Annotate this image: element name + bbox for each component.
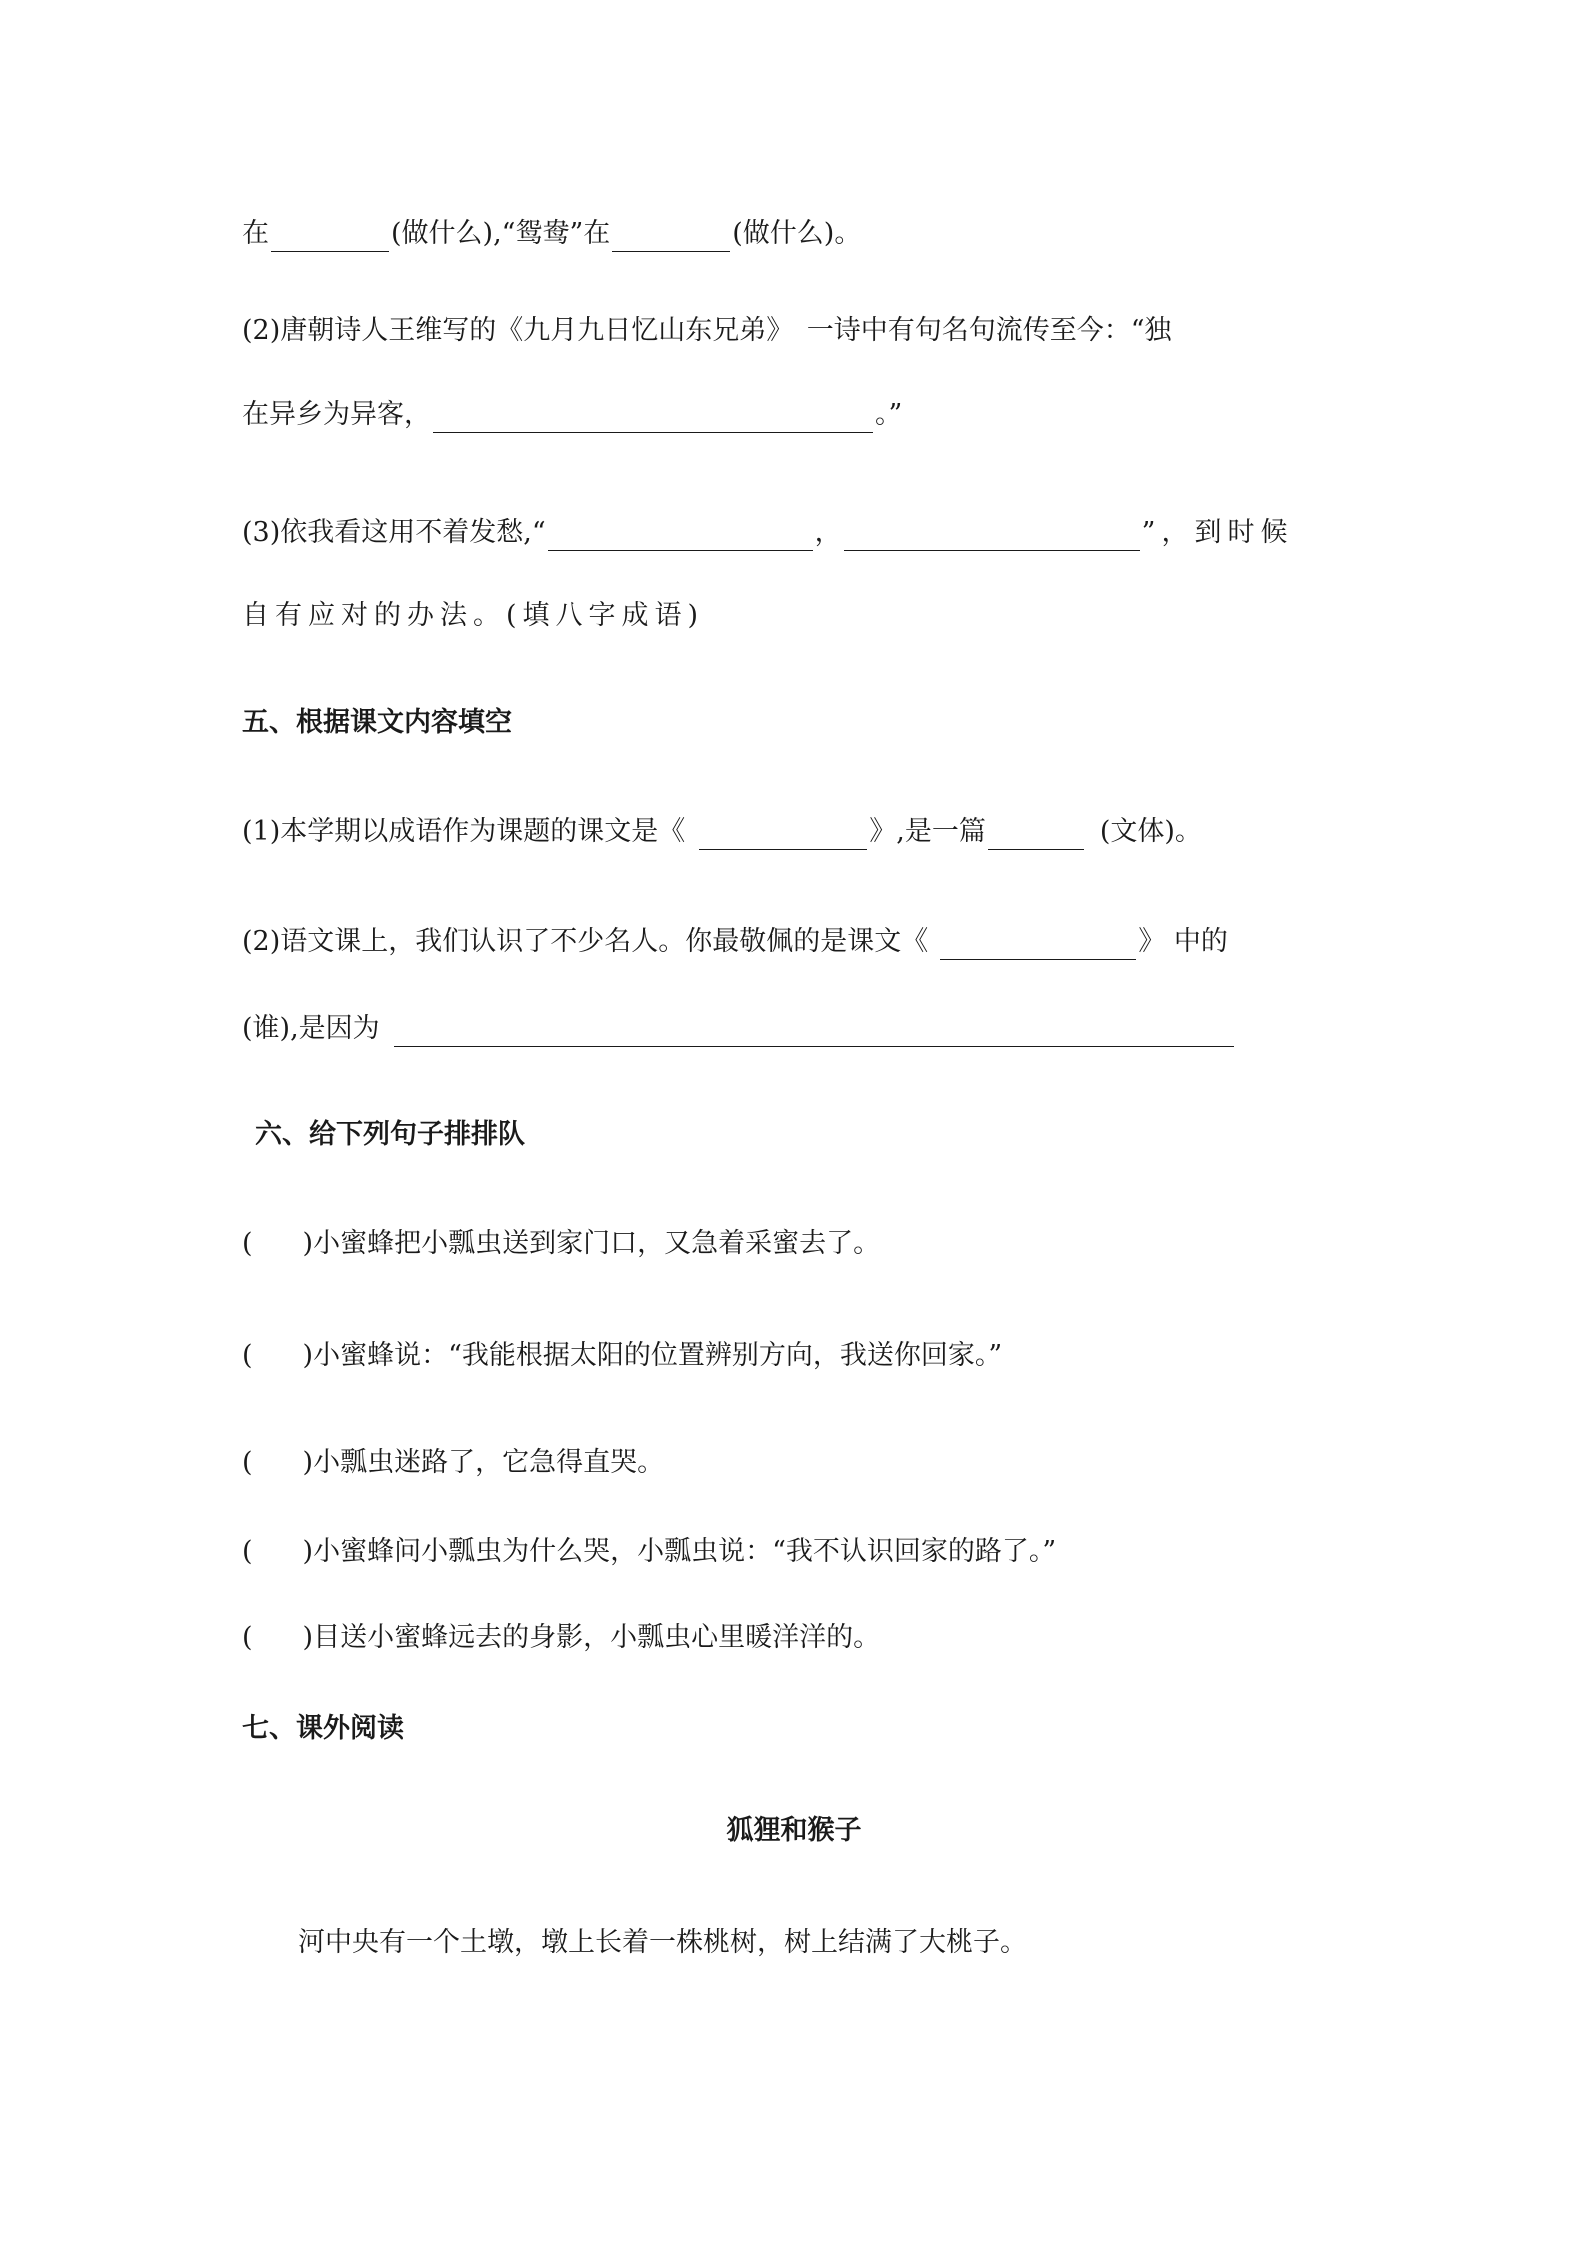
- section-5-heading: 五、根据课文内容填空: [242, 707, 512, 738]
- q6-item-1: [242, 1226, 880, 1262]
- order-paren-open: (: [242, 1536, 253, 1567]
- order-paren-close: ): [302, 1228, 314, 1259]
- q5-item2-line2: [242, 1011, 1236, 1047]
- order-paren-open: (: [242, 1622, 253, 1653]
- answer-blank-idiom-1[interactable]: [548, 522, 813, 551]
- q4-item2-text-a: 在异乡为异客，: [242, 399, 431, 430]
- sentence-text: 小瓢虫迷路了，它急得直哭。: [313, 1447, 665, 1478]
- q4-item3-text-c: ”，到时候: [1141, 517, 1294, 548]
- section-7-heading: 七、课外阅读: [242, 1713, 404, 1744]
- q5-item1: [242, 814, 1202, 850]
- q6-item-5: [242, 1620, 880, 1656]
- sentence-text: 目送小蜜蜂远去的身影，小瓢虫心里暖洋洋的。: [313, 1622, 881, 1653]
- answer-blank-1[interactable]: [271, 223, 389, 252]
- q4-line1-text-b: (做什么),“鸳鸯”在: [391, 218, 611, 249]
- answer-blank-idiom-2[interactable]: [844, 522, 1140, 551]
- order-paren-close: ): [302, 1536, 314, 1567]
- sentence-text: 小蜜蜂说：“我能根据太阳的位置辨别方向，我送你回家。”: [313, 1340, 1003, 1371]
- order-paren-close: ): [302, 1447, 314, 1478]
- q5-item1-text-c: (文体)。: [1099, 816, 1202, 847]
- q6-item-2: [242, 1338, 1002, 1374]
- q5-item1-text-a: (1)本学期以成语作为课题的课文是《: [242, 816, 686, 847]
- q4-item3-line1: [242, 515, 1293, 551]
- sentence-text: 小蜜蜂问小瓢虫为什么哭，小瓢虫说：“我不认识回家的路了。”: [313, 1536, 1057, 1567]
- answer-blank-genre[interactable]: [988, 821, 1084, 850]
- order-paren-open: (: [242, 1447, 253, 1478]
- answer-blank-poem[interactable]: [433, 404, 873, 433]
- q5-item2-text-a: (2)语文课上，我们认识了不少名人。你最敬佩的是课文《: [242, 926, 929, 957]
- answer-blank-lesson-title[interactable]: [699, 821, 867, 850]
- q5-item2-text-c: (谁),是因为: [242, 1013, 380, 1044]
- q4-item2-text-b: 。”: [875, 399, 903, 430]
- q5-item1-text-b: 》,是一篇: [869, 816, 986, 847]
- order-paren-close: ): [302, 1340, 314, 1371]
- q4-item3-text-b: ，: [814, 517, 842, 548]
- q4-item2-line2: [242, 397, 902, 433]
- order-paren-close: ): [302, 1622, 314, 1653]
- q4-line1-text-c: (做什么)。: [732, 218, 862, 249]
- story-paragraph-1: 河中央有一个土墩，墩上长着一株桃树，树上结满了大桃子。: [298, 1927, 1027, 1958]
- q4-item2-line1: (2)唐朝诗人王维写的《九月九日忆山东兄弟》 一诗中有句名句流传至今：“独: [242, 315, 1172, 346]
- q4-line1-text-a: 在: [242, 218, 269, 249]
- answer-blank-2[interactable]: [612, 223, 730, 252]
- q4-item3-text-a: (3)依我看这用不着发愁,“: [242, 517, 546, 548]
- order-paren-open: (: [242, 1340, 253, 1371]
- order-paren-open: (: [242, 1228, 253, 1259]
- q5-item2-line1: [242, 924, 1228, 960]
- sentence-text: 小蜜蜂把小瓢虫送到家门口，又急着采蜜去了。: [313, 1228, 881, 1259]
- answer-blank-lesson-name[interactable]: [940, 931, 1136, 960]
- q6-item-3: [242, 1445, 664, 1481]
- q4-line1: [242, 216, 861, 252]
- q5-item2-text-b: 》 中的: [1138, 926, 1228, 957]
- section-6-heading: 六、给下列句子排排队: [255, 1119, 525, 1150]
- q4-item3-line2: 自有应对的办法。(填八字成语): [242, 600, 705, 631]
- q6-item-4: [242, 1534, 1056, 1570]
- answer-blank-reason[interactable]: [394, 1018, 1234, 1047]
- story-title: 狐狸和猴子: [726, 1815, 862, 1846]
